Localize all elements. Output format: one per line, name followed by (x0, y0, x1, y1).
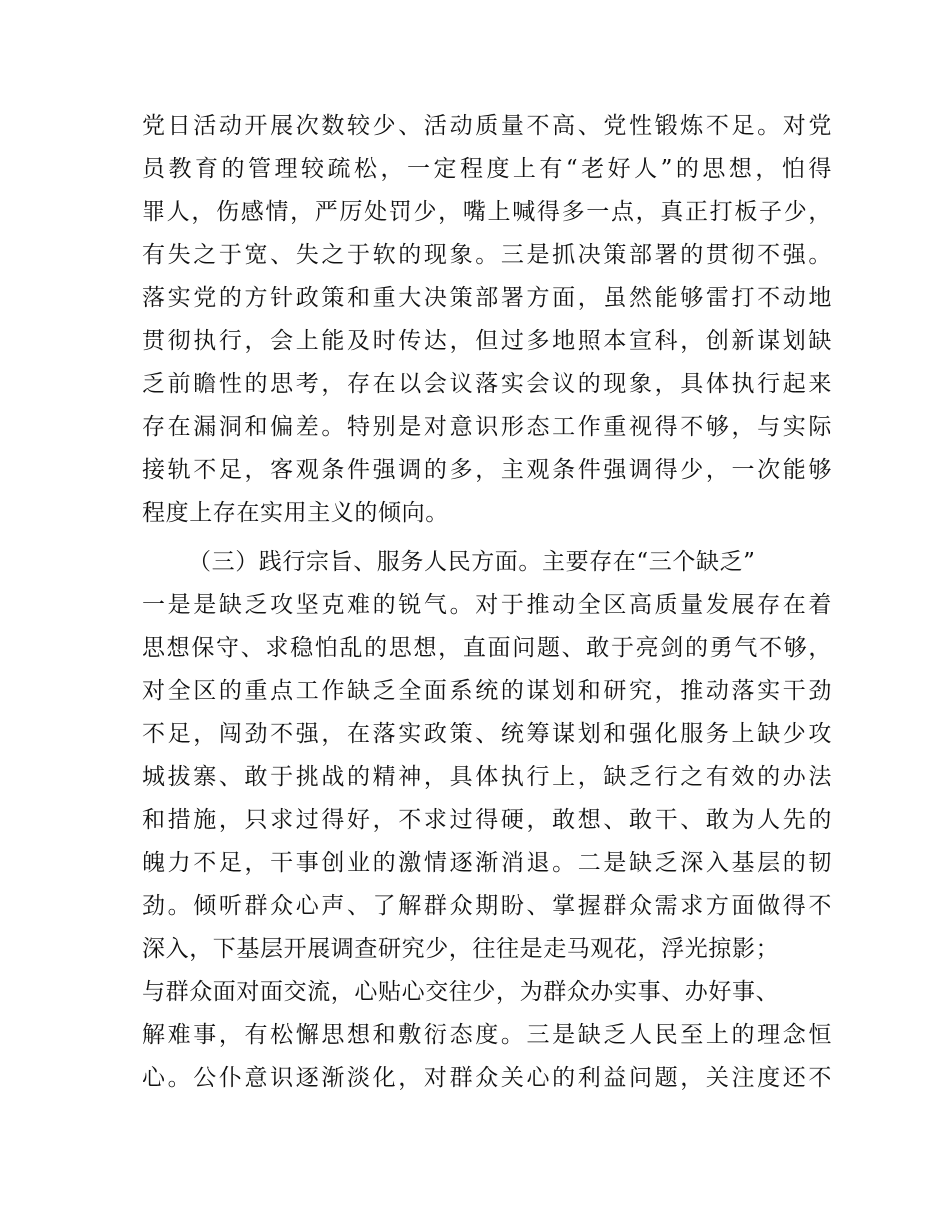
text-line: 存在漏洞和偏差。特别是对意识形态工作重视得不够，与实际 (142, 414, 832, 440)
paragraph-1 (142, 105, 832, 535)
text-line: 不足，闯劲不强，在落实政策、统筹谋划和强化服务上缺少攻 (142, 721, 832, 747)
text-line: 对全区的重点工作缺乏全面系统的谋划和研究，推动落实干劲 (142, 678, 832, 704)
text-line: 程度上存在实用主义的倾向。 (142, 500, 449, 526)
text-line: 乏前瞻性的思考，存在以会议落实会议的现象，具体执行起来 (142, 371, 832, 397)
text-line: 党日活动开展次数较少、活动质量不高、党性锻炼不足。对党 (142, 113, 832, 139)
text-line: 深入，下基层开展调查研究少，往往是走马观花，浮光掠影； (142, 936, 780, 962)
text-line: 劲。倾听群众心声、了解群众期盼、掌握群众需求方面做得不 (142, 893, 832, 919)
text-line: 和措施，只求过得好，不求过得硬，敢想、敢干、敢为人先的 (142, 807, 832, 833)
text-line: 一是是缺乏攻坚克难的锐气。对于推动全区高质量发展存在着 (142, 592, 832, 618)
text-line: 罪人，伤感情，严厉处罚少，嘴上喊得多一点，真正打板子少， (142, 199, 832, 225)
text-line: 贯彻执行，会上能及时传达，但过多地照本宣科，创新谋划缺 (142, 328, 832, 354)
text-line: 与群众面对面交流，心贴心交往少，为群众办实事、办好事、 (142, 979, 780, 1005)
text-line: 接轨不足，客观条件强调的多，主观条件强调得少，一次能够 (142, 457, 832, 483)
text-line: 心。公仆意识逐渐淡化，对群众关心的利益问题，关注度还不 (142, 1065, 832, 1091)
text-line: 落实党的方针政策和重大决策部署方面，虽然能够雷打不动地 (142, 285, 832, 311)
section-heading-line: （三）践行宗旨、服务人民方面。主要存在“三个缺乏” (188, 549, 756, 575)
text-line: 城拔寨、敢于挑战的精神，具体执行上，缺乏行之有效的办法 (142, 764, 832, 790)
text-line: 魄力不足，干事创业的激情逐渐消退。二是缺乏深入基层的韧 (142, 850, 832, 876)
paragraph-2 (142, 541, 832, 1100)
text-line: 解难事，有松懈思想和敷衍态度。三是缺乏人民至上的理念恒 (142, 1022, 832, 1048)
text-line: 思想保守、求稳怕乱的思想，直面问题、敢于亮剑的勇气不够， (142, 635, 832, 661)
text-line: 员教育的管理较疏松，一定程度上有“老好人”的思想，怕得 (142, 156, 832, 182)
text-line: 有失之于宽、失之于软的现象。三是抓决策部署的贯彻不强。 (142, 242, 832, 268)
